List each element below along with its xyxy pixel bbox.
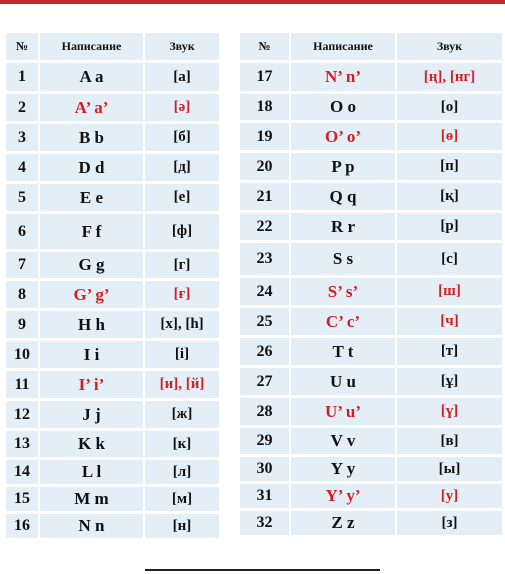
letter-writing: C’ c’ (291, 308, 397, 335)
header-sound: Звук (145, 33, 219, 60)
letter-sound: [ф] (145, 214, 219, 249)
table-row (6, 154, 219, 181)
letter-sound: [о] (397, 94, 502, 120)
letter-writing: S s (291, 243, 397, 275)
table-row (240, 243, 502, 275)
table-row (6, 431, 219, 457)
letter-number: 2 (6, 94, 40, 121)
letter-sound: [ч] (397, 308, 502, 335)
table-row (240, 308, 502, 335)
letter-writing: L l (40, 460, 145, 484)
letter-sound: [б] (145, 124, 219, 151)
letter-sound: [р] (397, 213, 502, 240)
letter-number: 21 (240, 183, 291, 210)
letter-writing: D d (40, 154, 145, 181)
letter-writing: N’ n’ (291, 63, 397, 91)
letter-number: 11 (6, 371, 40, 398)
letter-number: 25 (240, 308, 291, 335)
letter-number: 6 (6, 214, 40, 249)
letter-number: 19 (240, 123, 291, 150)
table-row (6, 94, 219, 121)
table-row (6, 311, 219, 338)
letter-number: 10 (6, 341, 40, 368)
letter-number: 27 (240, 368, 291, 395)
table-row (240, 428, 502, 454)
letter-number: 16 (6, 514, 40, 538)
header-sound: Звук (397, 33, 502, 60)
letter-number: 8 (6, 281, 40, 308)
letter-writing: O o (291, 94, 397, 120)
letter-sound: [ә] (145, 94, 219, 121)
letter-writing: T t (291, 338, 397, 365)
letter-writing: I’ i’ (40, 371, 145, 398)
alphabet-table-left (6, 30, 219, 541)
letter-writing: M m (40, 487, 145, 511)
letter-sound: [н] (145, 514, 219, 538)
letter-sound: [к] (145, 431, 219, 457)
letter-writing: A a (40, 63, 145, 91)
letter-number: 29 (240, 428, 291, 454)
letter-writing: B b (40, 124, 145, 151)
letter-sound: [в] (397, 428, 502, 454)
table-row (6, 63, 219, 91)
letter-sound: [п] (397, 153, 502, 180)
letter-number: 13 (6, 431, 40, 457)
letter-sound: [а] (145, 63, 219, 91)
letter-number: 30 (240, 457, 291, 481)
letter-writing: Z z (291, 511, 397, 535)
table-header-row (240, 33, 502, 60)
letter-sound: [е] (145, 184, 219, 211)
letter-writing: E e (40, 184, 145, 211)
table-row (240, 213, 502, 240)
letter-writing: S’ s’ (291, 278, 397, 305)
header-number: № (240, 33, 291, 60)
letter-sound: [ө] (397, 123, 502, 150)
table-row (6, 401, 219, 428)
letter-number: 22 (240, 213, 291, 240)
table-row (6, 460, 219, 484)
letter-number: 26 (240, 338, 291, 365)
letter-writing: I i (40, 341, 145, 368)
letter-sound: [с] (397, 243, 502, 275)
table-row (240, 278, 502, 305)
letter-writing: G g (40, 252, 145, 278)
letter-number: 18 (240, 94, 291, 120)
letter-number: 12 (6, 401, 40, 428)
letter-writing: Y y (291, 457, 397, 481)
letter-sound: [х], [h] (145, 311, 219, 338)
table-row (6, 514, 219, 538)
table-row (240, 153, 502, 180)
letter-sound: [ғ] (145, 281, 219, 308)
letter-number: 23 (240, 243, 291, 275)
letter-number: 32 (240, 511, 291, 535)
table-row (240, 457, 502, 481)
table-row (240, 183, 502, 210)
letter-writing: N n (40, 514, 145, 538)
letter-sound: [и], [й] (145, 371, 219, 398)
letter-number: 14 (6, 460, 40, 484)
table-row (6, 371, 219, 398)
top-accent-bar (0, 0, 505, 4)
letter-writing: Y’ y’ (291, 484, 397, 508)
letter-number: 20 (240, 153, 291, 180)
letter-sound: [м] (145, 487, 219, 511)
letter-sound: [қ] (397, 183, 502, 210)
letter-sound: [ш] (397, 278, 502, 305)
letter-number: 15 (6, 487, 40, 511)
letter-number: 5 (6, 184, 40, 211)
letter-writing: K k (40, 431, 145, 457)
table-row (6, 252, 219, 278)
letter-number: 31 (240, 484, 291, 508)
letter-number: 3 (6, 124, 40, 151)
letter-writing: J j (40, 401, 145, 428)
letter-number: 4 (6, 154, 40, 181)
table-row (6, 487, 219, 511)
table-row (240, 338, 502, 365)
letter-sound: [т] (397, 338, 502, 365)
table-row (6, 124, 219, 151)
letter-sound: [л] (145, 460, 219, 484)
table-row (240, 368, 502, 395)
alphabet-table-right (240, 30, 502, 538)
table-row (240, 511, 502, 535)
letter-writing: G’ g’ (40, 281, 145, 308)
letter-writing: F f (40, 214, 145, 249)
letter-sound: [у] (397, 484, 502, 508)
letter-number: 9 (6, 311, 40, 338)
table-row (240, 63, 502, 91)
letter-sound: [г] (145, 252, 219, 278)
letter-writing: H h (40, 311, 145, 338)
letter-sound: [і] (145, 341, 219, 368)
table-row (6, 184, 219, 211)
header-writing: Написание (291, 33, 397, 60)
letter-number: 7 (6, 252, 40, 278)
letter-number: 17 (240, 63, 291, 91)
letter-writing: O’ o’ (291, 123, 397, 150)
letter-sound: [з] (397, 511, 502, 535)
table-row (6, 281, 219, 308)
header-writing: Написание (40, 33, 145, 60)
letter-number: 1 (6, 63, 40, 91)
letter-writing: R r (291, 213, 397, 240)
letter-sound: [ы] (397, 457, 502, 481)
table-header-row (6, 33, 219, 60)
table-row (240, 123, 502, 150)
letter-sound: [д] (145, 154, 219, 181)
footer-rule (145, 569, 380, 571)
table-row (240, 94, 502, 120)
table-row (6, 341, 219, 368)
letter-writing: V v (291, 428, 397, 454)
table-row (6, 214, 219, 249)
letter-writing: P p (291, 153, 397, 180)
letter-writing: A’ a’ (40, 94, 145, 121)
letter-sound: [ж] (145, 401, 219, 428)
letter-sound: [ү] (397, 398, 502, 425)
letter-sound: [ң], [нг] (397, 63, 502, 91)
letter-sound: [ұ] (397, 368, 502, 395)
table-row (240, 398, 502, 425)
letter-writing: U u (291, 368, 397, 395)
letter-writing: U’ u’ (291, 398, 397, 425)
letter-number: 28 (240, 398, 291, 425)
header-number: № (6, 33, 40, 60)
letter-number: 24 (240, 278, 291, 305)
letter-writing: Q q (291, 183, 397, 210)
table-row (240, 484, 502, 508)
